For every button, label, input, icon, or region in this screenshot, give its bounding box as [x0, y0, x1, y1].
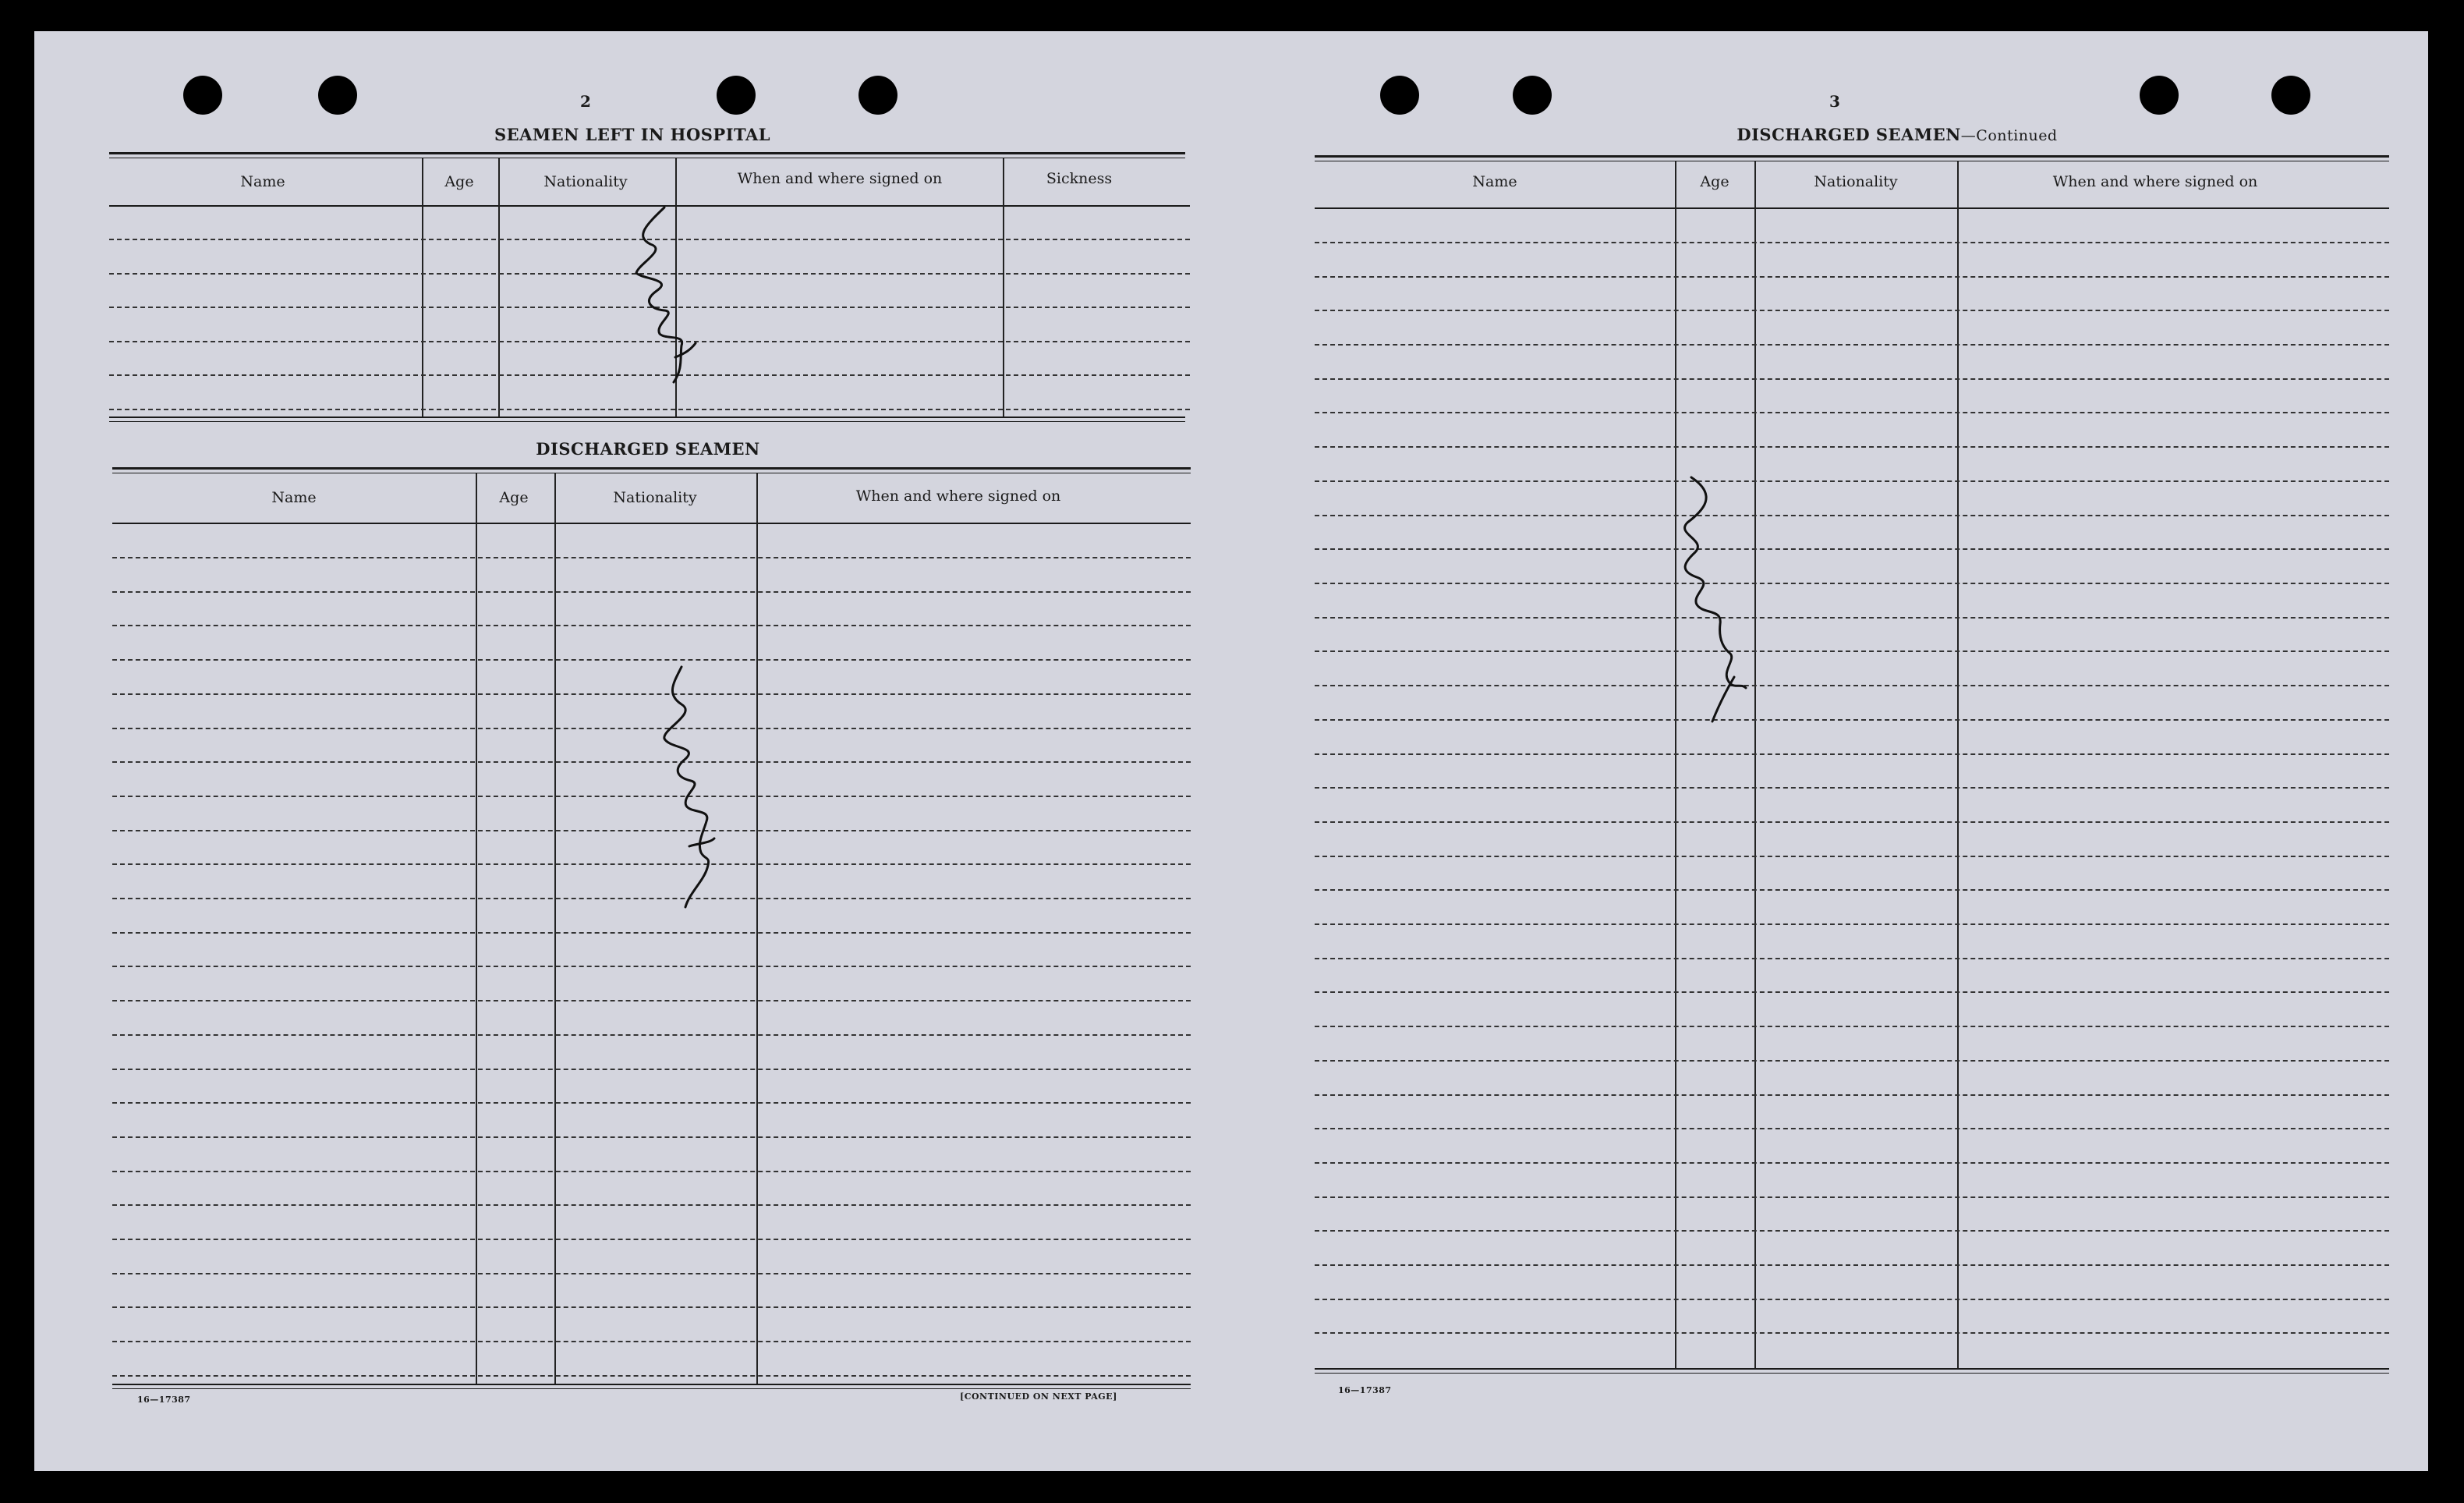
ruled-line: [1315, 583, 2389, 584]
punch-hole: [1380, 76, 1419, 115]
punch-hole: [2140, 76, 2179, 115]
ruled-line: [1315, 719, 2389, 721]
punch-hole: [717, 76, 756, 115]
table-bottom-rule: [109, 417, 1185, 418]
document-sheet: [34, 31, 2428, 1471]
column-divider: [554, 473, 556, 1384]
table-bottom-rule: [1315, 1368, 2389, 1370]
ruled-line: [1315, 617, 2389, 619]
table-top-rule: [1315, 155, 2389, 158]
ruled-line: [112, 1306, 1191, 1308]
ruled-line: [1315, 650, 2389, 652]
ruled-line: [112, 1273, 1191, 1274]
column-divider: [1003, 158, 1004, 417]
section-title-discharged: DISCHARGED SEAMEN: [536, 439, 760, 459]
column-divider: [498, 158, 500, 417]
column-header-nationality: Nationality: [543, 173, 628, 190]
ruled-line: [1315, 310, 2389, 311]
ruled-line: [1315, 856, 2389, 857]
ruled-line: [1315, 1332, 2389, 1334]
header-rule: [112, 523, 1191, 524]
ruled-line: [1315, 276, 2389, 278]
ruled-line: [1315, 1264, 2389, 1266]
continued-note: [CONTINUED ON NEXT PAGE]: [960, 1391, 1117, 1402]
ruled-line: [1315, 412, 2389, 413]
ruled-line: [1315, 991, 2389, 993]
ruled-line: [112, 625, 1191, 626]
ruled-line: [112, 1136, 1191, 1138]
ruled-line: [1315, 1196, 2389, 1198]
ruled-line: [1315, 446, 2389, 448]
ruled-line: [112, 557, 1191, 558]
column-header-name: Name: [1472, 173, 1517, 190]
punch-hole: [1513, 76, 1552, 115]
page-number-right: 3: [1829, 92, 1840, 111]
column-header-name: Name: [240, 173, 285, 190]
ruled-line: [112, 1000, 1191, 1001]
ruled-line: [112, 932, 1191, 934]
column-divider: [476, 473, 477, 1384]
ruled-line: [1315, 242, 2389, 243]
ruled-line: [1315, 1026, 2389, 1027]
table-top-rule: [112, 467, 1191, 470]
ruled-line: [1315, 1094, 2389, 1096]
ruled-line: [1315, 515, 2389, 516]
column-divider: [1754, 161, 1756, 1368]
section-title-main: DISCHARGED SEAMEN: [1736, 125, 1961, 144]
ruled-line: [1315, 1162, 2389, 1164]
punch-hole: [2271, 76, 2310, 115]
ruled-line: [1315, 685, 2389, 686]
ruled-line: [112, 966, 1191, 967]
column-header-signed-on: When and where signed on: [737, 170, 943, 187]
ruled-line: [109, 409, 1190, 410]
ruled-line: [1315, 821, 2389, 823]
ruled-line: [1315, 480, 2389, 482]
column-header-signed-on: When and where signed on: [2052, 173, 2258, 190]
ruled-line: [1315, 1230, 2389, 1232]
ruled-line: [112, 1069, 1191, 1070]
ruled-line: [112, 1171, 1191, 1172]
ruled-line: [112, 1375, 1191, 1377]
column-header-nationality: Nationality: [613, 489, 697, 506]
section-title-discharged-continued: [1736, 125, 2057, 144]
ruled-line: [112, 1239, 1191, 1240]
ruled-line: [112, 1341, 1191, 1342]
handwritten-void-mark: [619, 201, 713, 388]
ruled-line: [1315, 548, 2389, 550]
punch-hole: [859, 76, 897, 115]
ruled-line: [1315, 889, 2389, 891]
ruled-line: [1315, 1060, 2389, 1062]
ruled-line: [1315, 787, 2389, 789]
form-number-right: 16—17387: [1338, 1385, 1392, 1395]
column-divider: [756, 473, 758, 1384]
ruled-line: [112, 591, 1191, 593]
column-header-age: Age: [444, 173, 474, 190]
form-number-left: 16—17387: [137, 1395, 191, 1405]
ruled-line: [1315, 1299, 2389, 1300]
page-number-left: 2: [580, 92, 591, 111]
column-header-name: Name: [271, 489, 317, 506]
ruled-line: [112, 1034, 1191, 1036]
column-header-age: Age: [499, 489, 529, 506]
section-title-suffix: —Continued: [1960, 127, 2058, 144]
ruled-line: [1315, 753, 2389, 755]
section-title-hospital: SEAMEN LEFT IN HOSPITAL: [494, 125, 771, 144]
column-divider: [1675, 161, 1676, 1368]
ruled-line: [112, 1204, 1191, 1206]
ruled-line: [1315, 958, 2389, 959]
column-divider: [1957, 161, 1959, 1368]
table-bottom-rule: [109, 421, 1185, 422]
table-bottom-rule: [112, 1384, 1191, 1385]
ruled-line: [1315, 344, 2389, 346]
column-header-sickness: Sickness: [1046, 170, 1113, 187]
column-header-age: Age: [1700, 173, 1729, 190]
handwritten-void-mark: [643, 659, 736, 916]
column-header-signed-on: When and where signed on: [855, 487, 1061, 505]
column-divider: [422, 158, 423, 417]
ruled-line: [1315, 378, 2389, 380]
handwritten-void-mark: [1648, 468, 1765, 733]
ruled-line: [1315, 1128, 2389, 1129]
ruled-line: [112, 1102, 1191, 1104]
header-rule: [1315, 207, 2389, 209]
table-bottom-rule: [1315, 1373, 2389, 1374]
punch-hole: [183, 76, 222, 115]
table-top-rule: [109, 152, 1185, 154]
punch-hole: [318, 76, 357, 115]
ruled-line: [1315, 923, 2389, 925]
column-header-nationality: Nationality: [1814, 173, 1898, 190]
table-bottom-rule: [112, 1388, 1191, 1389]
